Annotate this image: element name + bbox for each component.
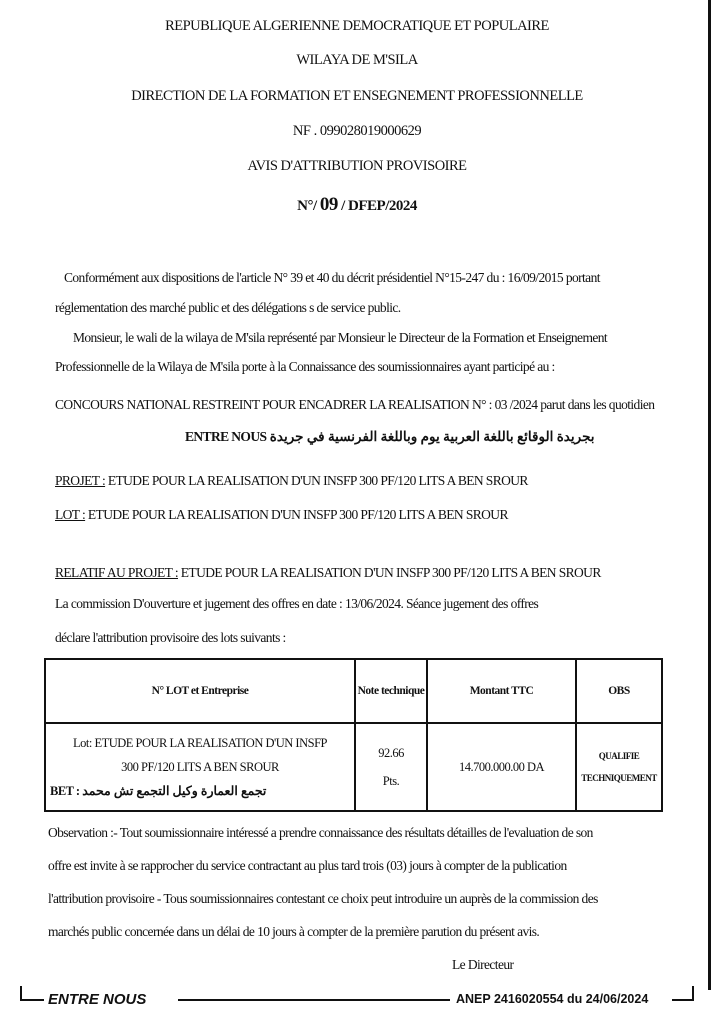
footer-rule-mid [178,999,450,1001]
avis-number [0,194,714,216]
projet-value: ETUDE POUR LA REALISATION D'UN INSFP 300 PF/120 LITS A BEN SROUR [105,473,528,488]
col-lot: N° LOT et Entreprise [45,659,355,723]
relatif-line [55,565,601,581]
number-suffix: / DFEP/2024 [341,198,417,214]
para1-line2: réglementation des marché public et des délégations s de service public. [55,300,401,315]
para1-line1: Conformément aux dispositions de l'article N° 39 et 40 du décrit présidentiel N°15-247 du : 16/09/2015 portant [64,270,600,285]
header-wilaya: WILAYA DE M'SILA [296,52,418,68]
col-note: Note technique [355,659,427,723]
footer [0,986,714,1016]
cell-montant: 14.700.000.00 DA [427,723,576,811]
signature: Le Directeur [452,957,514,972]
footer-left-tick [20,986,22,1000]
obs-line2: TECHNIQUEMENT [581,773,657,783]
projet-label: PROJET : [55,473,106,488]
right-border [708,0,711,990]
bet-line [47,779,353,803]
para2-line3: CONCOURS NATIONAL RESTREINT POUR ENCADRER LA REALISATION N° : 03 /2024 parut dans les quotidien [55,397,655,412]
lot-value: ETUDE POUR LA REALISATION D'UN INSFP 300 PF/120 LITS A BEN SROUR [85,507,508,522]
relatif-label: RELATIF AU PROJET : [55,565,178,580]
header-republic: REPUBLIQUE ALGERIENNE DEMOCRATIQUE ET POPULAIRE [165,18,549,34]
attribution-table [44,658,663,812]
observation-line2: offre est invite à se rapprocher du service contractant au plus tard trois (03) jours à compter de la publication [48,858,567,873]
header-direction: DIRECTION DE LA FORMATION ET ENSEGNEMENT PROFESSIONNELLE [131,88,583,104]
projet-line [55,473,528,489]
commission-line: La commission D'ouverture et jugement des offres en date : 13/06/2024. Séance jugement des offres [55,596,539,611]
relatif-value: ETUDE POUR LA REALISATION D'UN INSFP 300 PF/120 LITS A BEN SROUR [178,565,601,580]
header-nif: NF . 099028019000629 [292,123,422,139]
lot-label: LOT : [55,507,86,522]
footer-right: ANEP 2416020554 du 24/06/2024 [456,992,649,1006]
header-title: AVIS D'ATTRIBUTION PROVISOIRE [247,158,467,174]
bet-name: تجمع العمارة وكيل التجمع تش محمد [82,784,267,798]
number-value: 09 [319,194,338,215]
observation-line3: l'attribution provisoire - Tous soumissionnaires contestant ce choix peut introduire un auprès de la commission des [48,891,598,906]
lot-line1: Lot: ETUDE POUR LA REALISATION D'UN INSFP [73,736,327,750]
table-row [45,723,662,811]
bet-label: BET : [50,784,80,798]
declare-line: déclare l'attribution provisoire des lots suivants : [55,630,286,645]
para2-line4-arabic: بجريدة الوقائع باللغة العربية يوم وباللغة الفرنسية في جريدة ENTRE NOUS [185,429,595,444]
para2-line2: Professionnelle de la Wilaya de M'sila porte à la Connaissance des soumissionnaires ayant participé au : [55,359,555,374]
observation-line1: Observation :- Tout soumissionnaire intéressé a prendre connaissance des résultats détailles de l'evaluation de son [48,825,593,840]
footer-right-tick [692,986,694,1000]
col-montant: Montant TTC [427,659,576,723]
note-unit: Pts. [382,774,400,788]
observation-line4: marchés public concernée dans un délai de 10 jours à compter de la première parution du présent avis. [48,924,540,939]
cell-obs [576,723,662,811]
note-value: 92.66 [378,746,404,760]
obs-line1: QUALIFIE [598,751,640,761]
col-obs: OBS [576,659,662,723]
footer-left: ENTRE NOUS [48,991,147,1008]
cell-note [355,723,427,811]
para2-line1: Monsieur, le wali de la wilaya de M'sila représenté par Monsieur le Directeur de la Formation et Enseignement [73,330,608,345]
lot-line2: 300 PF/120 LITS A BEN SROUR [121,760,279,774]
footer-rule-left [20,999,44,1001]
table-header-row [45,659,662,723]
footer-rule-right [672,999,694,1001]
number-prefix: N°/ [297,198,317,214]
lot-line [55,507,508,523]
cell-lot [45,723,355,811]
